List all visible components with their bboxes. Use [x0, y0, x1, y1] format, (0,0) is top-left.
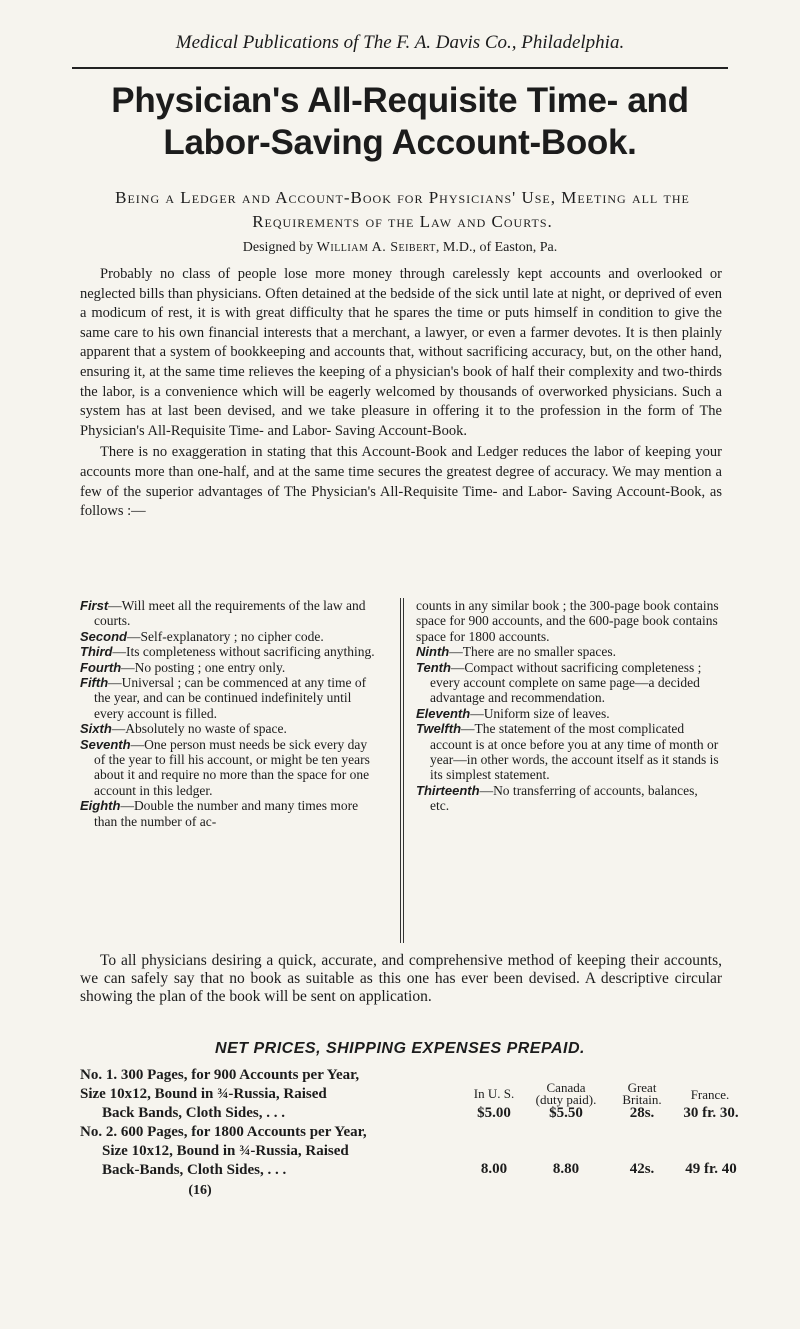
- price-column-header-line: Britain.: [622, 1092, 662, 1107]
- feature-text: —Its completeness without sacrificing anything.: [112, 644, 375, 660]
- feature-text: —Absolutely no waste of space.: [111, 721, 287, 737]
- feature-ordinal: Eighth: [80, 798, 121, 814]
- price-value: 49 fr. 40: [685, 1161, 737, 1177]
- feature-item: [80, 629, 380, 644]
- price-item-line: Size 10x12, Bound in ¾-Russia, Raised: [102, 1143, 349, 1159]
- price-item-line: Size 10x12, Bound in ¾-Russia, Raised: [80, 1086, 327, 1102]
- feature-item: [80, 798, 380, 829]
- feature-ordinal: First: [80, 598, 109, 613]
- feature-ordinal: Fourth: [80, 659, 122, 675]
- designer-name: William A. Seibert: [316, 240, 436, 255]
- features-right-column: [416, 598, 720, 814]
- feature-ordinal: Eleventh: [416, 705, 471, 721]
- feature-text: —Universal ; can be commenced at any time of the year, and can be continued indefinitely until every account is filled.: [94, 675, 367, 721]
- header-rule: [72, 67, 728, 69]
- price-table: [80, 1066, 740, 1176]
- feature-item: [80, 675, 380, 721]
- price-value: 30 fr. 30.: [683, 1105, 739, 1121]
- feature-item: [416, 660, 720, 706]
- price-column-header-line: Canada: [546, 1080, 586, 1095]
- subtitle: Being a Ledger and Account-Book for Physicians' Use, Meeting all the Requirements of the Law and Courts.: [115, 188, 690, 231]
- feature-ordinal: Tenth: [416, 659, 451, 675]
- feature-ordinal: Twelfth: [416, 721, 462, 737]
- feature-ordinal: Ninth: [416, 644, 450, 660]
- feature-ordinal: Thirteenth: [416, 782, 480, 798]
- feature-text: —No posting ; one entry only.: [121, 659, 286, 675]
- page-number: (16): [188, 1183, 212, 1198]
- price-value: 8.80: [552, 1161, 580, 1177]
- prices-heading: NET PRICES, SHIPPING EXPENSES PREPAID.: [215, 1040, 585, 1057]
- price-column-header-line: Great: [627, 1080, 657, 1095]
- price-item-line: Back-Bands, Cloth Sides, . . .: [102, 1162, 287, 1178]
- feature-text: —Will meet all the requirements of the law and courts.: [94, 598, 366, 629]
- feature-ordinal: Sixth: [80, 721, 112, 737]
- feature-item: [80, 737, 380, 799]
- designer-credit: [80, 240, 720, 256]
- features-columns: [80, 598, 725, 938]
- price-item-line: No. 2. 600 Pages, for 1800 Accounts per Year,: [80, 1124, 367, 1140]
- closing-paragraph: [80, 952, 722, 1006]
- feature-ordinal: Seventh: [80, 736, 131, 752]
- feature-text: —No transferring of accounts, balances, etc.: [430, 782, 698, 814]
- feature-item: [416, 706, 720, 721]
- price-column-header-line: (duty paid).: [535, 1092, 597, 1107]
- price-value: 28s.: [629, 1105, 655, 1121]
- features-left-column: [80, 598, 380, 829]
- feature-item: [80, 660, 380, 675]
- intro-paragraph: Probably no class of people lose more money through carelessly kept accounts and overlooked or neglected bills than physicians. Often detained at the bedside of the sick until late at night, or deprived of even a modicum of rest, it is with great difficulty that he spares the time or puts himself in condition to give the same care to his own financial interests that a merchant, a lawyer, or even a farmer devotes. It is then plainly apparent that a system of bookkeeping and accounts that, without sacrificing accuracy, but, on the other hand, ensuring it, at the same time relieves the keeping of a physician's book of half their complexity and two-thirds the labor, is a convenience which will be eagerly welcomed by thousands of overworked physicians. Such a system has at last been devised, and we take pleasure in offering it to the profession in the form of The Physician's All-Requisite Time- and Labor- Saving Account-Book.: [80, 266, 722, 439]
- feature-ordinal: Third: [80, 644, 113, 660]
- feature-continuation: counts in any similar book ; the 300-page book contains space for 900 accounts, and the 600-page book contains space for 1800 accounts.: [416, 598, 719, 644]
- price-value: $5.50: [549, 1105, 583, 1121]
- intro-paragraph: There is no exaggeration in stating that this Account-Book and Ledger reduces the labor of keeping your accounts more than one-half, and at the same time secures the greatest degree of accuracy. We may mention a few of the superior advantages of The Physician's All-Requisite Time- and Labor- Saving Account-Book, as follows :—: [80, 444, 722, 520]
- feature-item: [80, 721, 380, 736]
- price-column-header-line: In U. S.: [473, 1086, 515, 1101]
- feature-text: —One person must needs be sick every day of the year to fill his account, or might be ten years about it and require no more than the space for one account in this ledger.: [94, 736, 370, 798]
- feature-text: —The statement of the most complicated account is at once before you at any time of month or year—in other words, the account itself as it stands is its simplest statement.: [430, 721, 719, 783]
- price-item-line: No. 1. 300 Pages, for 900 Accounts per Year,: [80, 1067, 360, 1083]
- price-column-header-line: France.: [690, 1087, 730, 1102]
- feature-item: [416, 721, 720, 783]
- feature-item: [80, 644, 380, 659]
- feature-text: —Uniform size of leaves.: [470, 705, 610, 721]
- designer-prefix: Designed by: [242, 240, 317, 255]
- feature-item: [80, 598, 380, 629]
- running-head: Medical Publications of The F. A. Davis Co., Philadelphia.: [175, 32, 625, 53]
- feature-text: —Compact without sacrificing completeness ; every account complete on same page—a decided advantage and recommendation.: [430, 659, 702, 706]
- price-item-line: Back Bands, Cloth Sides, . . .: [102, 1105, 285, 1121]
- feature-ordinal: Fifth: [80, 675, 109, 691]
- page-title: Physician's All-Requisite Time- and Labor-Saving Account-Book.: [111, 81, 689, 162]
- feature-item: [416, 644, 720, 659]
- intro-text: [80, 265, 722, 522]
- feature-item: [416, 783, 720, 814]
- feature-text: —Self-explanatory ; no cipher code.: [126, 628, 324, 644]
- feature-text: —There are no smaller spaces.: [449, 644, 617, 660]
- feature-ordinal: Second: [80, 628, 127, 644]
- price-value: $5.00: [477, 1105, 511, 1121]
- price-value: 42s.: [629, 1161, 655, 1177]
- column-divider: [403, 598, 404, 943]
- designer-suffix: , M.D., of Easton, Pa.: [435, 240, 558, 255]
- column-divider: [400, 598, 401, 943]
- feature-text: —Double the number and many times more than the number of ac-: [94, 798, 359, 829]
- price-value: 8.00: [480, 1161, 508, 1177]
- closing-text: To all physicians desiring a quick, accurate, and comprehensive method of keeping their accounts, we can safely say that no book as suitable as this one has ever been devised. A descriptive circular showing the plan of the book will be sent on application.: [80, 952, 722, 1005]
